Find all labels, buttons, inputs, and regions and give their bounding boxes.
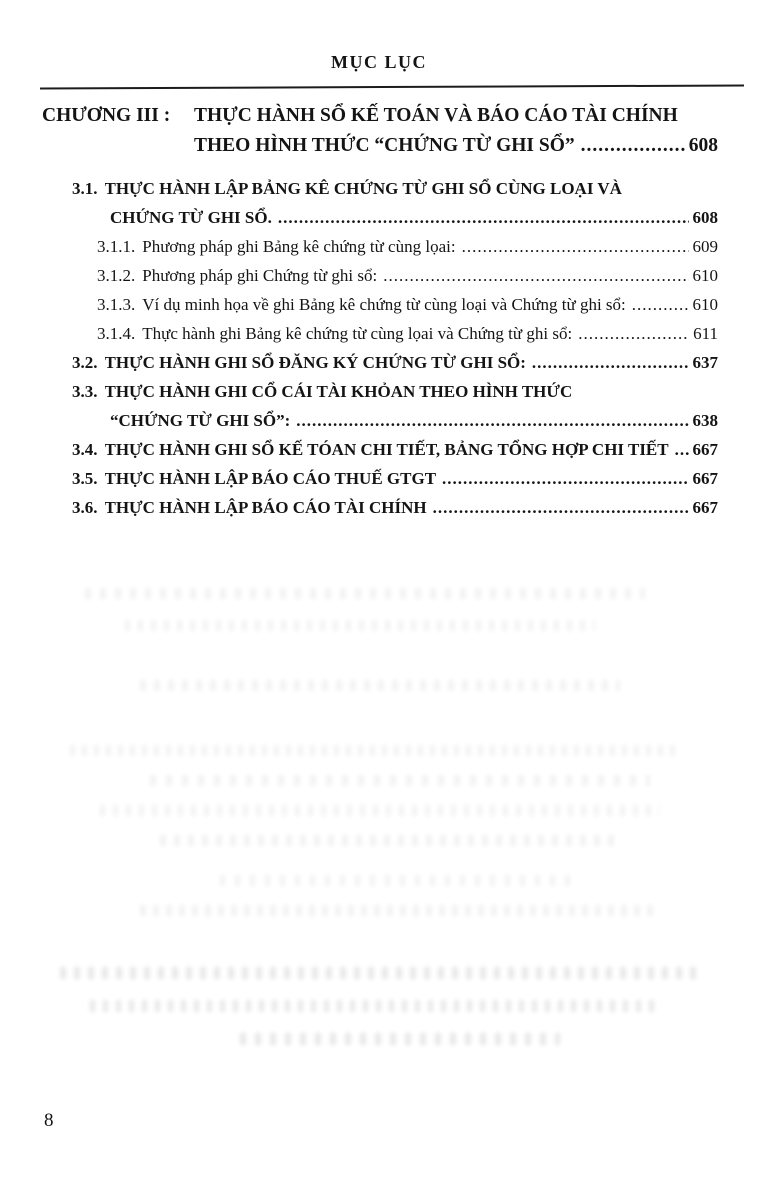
table-of-contents bbox=[42, 101, 718, 522]
entry-number: 3.1. bbox=[72, 179, 98, 198]
toc-entry-line bbox=[97, 319, 718, 348]
entry-number: 3.2. bbox=[72, 353, 98, 372]
entry-number: 3.1.4. bbox=[97, 324, 136, 343]
entry-text: THỰC HÀNH LẬP BÁO CÁO TÀI CHÍNH bbox=[104, 498, 427, 517]
dot-leader bbox=[433, 493, 689, 522]
toc-entry-line bbox=[97, 261, 718, 290]
toc-entry bbox=[42, 174, 718, 232]
dot-leader bbox=[383, 261, 688, 290]
dot-leader bbox=[632, 290, 689, 319]
toc-entry-line bbox=[72, 464, 718, 493]
entry-text: Ví dụ minh họa về ghi Bảng kê chứng từ cùng loại và Chứng từ ghi sổ: bbox=[142, 295, 626, 314]
entry-page-number: 667 bbox=[692, 440, 718, 459]
toc-entry bbox=[42, 232, 718, 261]
entry-page-number: 609 bbox=[692, 237, 718, 256]
entry-text: THỰC HÀNH LẬP BÁO CÁO THUẾ GTGT bbox=[104, 469, 437, 488]
toc-entry-line bbox=[72, 348, 718, 377]
toc-entry-line bbox=[110, 203, 718, 232]
page-bleed-through-artifact bbox=[0, 540, 758, 960]
toc-entry bbox=[42, 319, 718, 348]
chapter-label: CHƯƠNG III : bbox=[42, 105, 171, 126]
dot-leader bbox=[578, 319, 689, 348]
entry-page-number: 667 bbox=[692, 498, 718, 517]
toc-entry-line bbox=[97, 232, 718, 261]
entry-text: “CHỨNG TỪ GHI SỔ”: bbox=[110, 411, 291, 430]
header-divider bbox=[40, 84, 744, 89]
toc-entry bbox=[42, 261, 718, 290]
toc-entry bbox=[42, 348, 718, 377]
entry-number: 3.1.1. bbox=[97, 237, 136, 256]
chapter-title-line bbox=[194, 131, 718, 161]
dot-leader bbox=[532, 348, 689, 377]
entry-page-number: 610 bbox=[692, 266, 718, 285]
toc-entry bbox=[42, 435, 718, 464]
dot-leader bbox=[296, 406, 688, 435]
entry-text: THỰC HÀNH GHI CỔ CÁI TÀI KHỎAN THEO HÌNH THỨC bbox=[104, 382, 573, 401]
toc-entry bbox=[42, 493, 718, 522]
chapter-titles bbox=[194, 101, 718, 161]
entry-page-number: 608 bbox=[692, 208, 718, 227]
toc-entries bbox=[42, 174, 718, 522]
entry-text: THỰC HÀNH GHI SỔ ĐĂNG KÝ CHỨNG TỪ GHI SỔ: bbox=[104, 353, 526, 372]
entry-number: 3.4. bbox=[72, 440, 98, 459]
toc-entry-line bbox=[72, 435, 718, 464]
entry-page-number: 610 bbox=[692, 295, 718, 314]
entry-text: CHỨNG TỪ GHI SỔ. bbox=[110, 208, 272, 227]
toc-entry bbox=[42, 290, 718, 319]
entry-number: 3.3. bbox=[72, 382, 98, 401]
entry-page-number: 667 bbox=[692, 469, 718, 488]
page-title: MỤC LỤC bbox=[331, 52, 427, 72]
entry-text: THỰC HÀNH LẬP BẢNG KÊ CHỨNG TỪ GHI SỔ CÙNG LOẠI VÀ bbox=[104, 179, 622, 198]
entry-page-number: 638 bbox=[692, 411, 718, 430]
dot-leader bbox=[675, 435, 689, 464]
toc-entry-line bbox=[72, 174, 718, 203]
page-bleed-through-artifact bbox=[0, 955, 758, 1075]
entry-number: 3.6. bbox=[72, 498, 98, 517]
entry-page-number: 611 bbox=[693, 324, 718, 343]
chapter-title-text: THEO HÌNH THỨC “CHỨNG TỪ GHI SỔ” bbox=[194, 135, 575, 156]
entry-number: 3.1.2. bbox=[97, 266, 136, 285]
toc-entry-line bbox=[97, 290, 718, 319]
entry-text: Phương pháp ghi Bảng kê chứng từ cùng lọai: bbox=[142, 237, 456, 256]
toc-entry-line bbox=[72, 377, 718, 406]
toc-entry-line bbox=[72, 493, 718, 522]
page-number: 8 bbox=[44, 1110, 54, 1131]
dot-leader bbox=[278, 203, 689, 232]
dot-leader bbox=[581, 131, 685, 161]
entry-page-number: 637 bbox=[692, 353, 718, 372]
entry-number: 3.1.3. bbox=[97, 295, 136, 314]
toc-entry bbox=[42, 377, 718, 435]
chapter-page-number: 608 bbox=[688, 135, 718, 156]
chapter-title-line bbox=[194, 101, 718, 131]
entry-text: Phương pháp ghi Chứng từ ghi sổ: bbox=[142, 266, 378, 285]
entry-text: Thực hành ghi Bảng kê chứng từ cùng lọai và Chứng từ ghi sổ: bbox=[142, 324, 573, 343]
dot-leader bbox=[462, 232, 689, 261]
entry-number: 3.5. bbox=[72, 469, 98, 488]
chapter-title-text: THỰC HÀNH SỔ KẾ TOÁN VÀ BÁO CÁO TÀI CHÍNH bbox=[194, 105, 678, 126]
entry-text: THỰC HÀNH GHI SỔ KẾ TÓAN CHI TIẾT, BẢNG TỔNG HỢP CHI TIẾT bbox=[104, 440, 669, 459]
toc-entry bbox=[42, 464, 718, 493]
toc-entry-line bbox=[110, 406, 718, 435]
chapter-heading bbox=[42, 101, 718, 161]
dot-leader bbox=[442, 464, 688, 493]
